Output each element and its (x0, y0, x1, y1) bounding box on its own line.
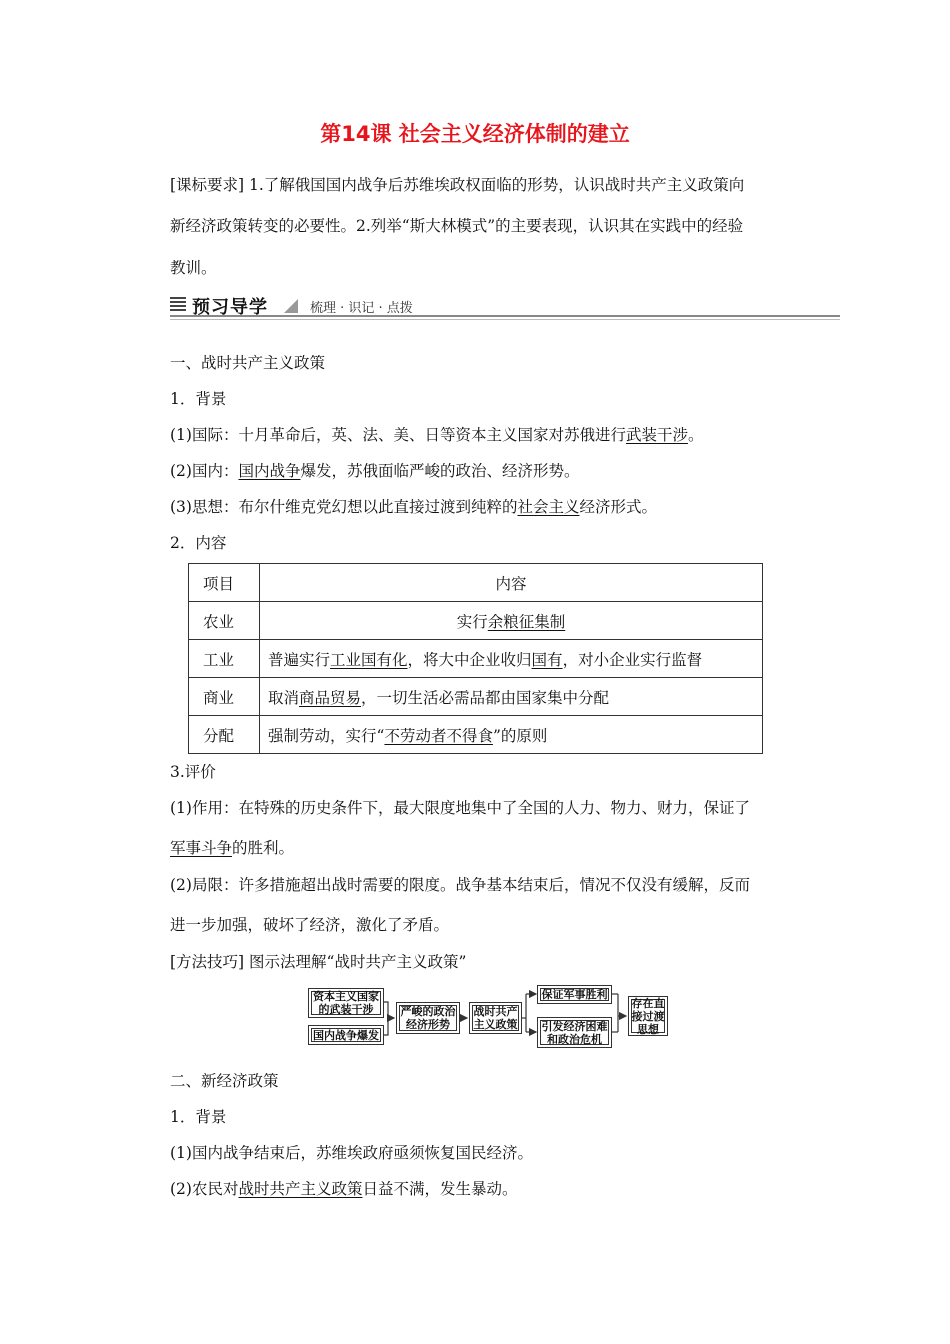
part2-bg-heading: 1．背景 (170, 1108, 227, 1126)
flow-box-policy: 战时共产主义政策 (469, 1002, 522, 1034)
table-cell-content: 取消商品贸易，一切生活必需品都由国家集中分配 (260, 678, 763, 716)
flow-box-situation: 严峻的政治经济形势 (396, 1002, 460, 1034)
flow-box-crisis: 引发经济困难和政治危机 (537, 1017, 612, 1048)
requirement-line-1: [课标要求] 1.了解俄国国内战争后苏维埃政权面临的形势，认识战时共产主义政策向 (170, 176, 745, 194)
part1-bg2: (2)国内：国内战争爆发，苏俄面临严峻的政治、经济形势。 (170, 462, 580, 480)
requirement-line-2: 新经济政策转变的必要性。2.列举“斯大林模式”的主要表现，认识其在实践中的经验 (170, 217, 744, 235)
flow-box-transition: 存在直接过渡思想 (628, 996, 668, 1036)
table-cell-item: 农业 (189, 602, 260, 640)
section-subtitle: 梳理 · 识记 · 点拨 (310, 301, 413, 316)
section-title: 预习导学 (192, 297, 268, 318)
table-cell-item: 商业 (189, 678, 260, 716)
flow-box-victory: 保证军事胜利 (537, 985, 612, 1004)
part1-bg-heading: 1．背景 (170, 390, 227, 408)
table-cell-content: 普遍实行工业国有化，将大中企业收归国有，对小企业实行监督 (260, 640, 763, 678)
answer-underline: 国内战争 (238, 462, 301, 480)
answer-underline: 武装干涉 (625, 426, 688, 444)
page-title: 第14课 社会主义经济体制的建立 (320, 122, 630, 146)
part1-eval2-line2: 进一步加强，破坏了经济，激化了矛盾。 (170, 916, 450, 934)
part1-eval2-line1: (2)局限：许多措施超出战时需要的限度。战争基本结束后，情况不仅没有缓解，反而 (170, 876, 750, 894)
part1-method: [方法技巧] 图示法理解“战时共产主义政策” (170, 953, 467, 971)
part1-bg1: (1)国际：十月革命后，英、法、美、日等资本主义国家对苏俄进行武装干涉。 (170, 426, 704, 444)
table-cell-item: 工业 (189, 640, 260, 678)
flow-box-intervention: 资本主义国家的武装干涉 (308, 988, 384, 1018)
part2-heading: 二、新经济政策 (170, 1072, 279, 1090)
part1-content-heading: 2．内容 (170, 534, 227, 552)
table-cell-content: 强制劳动，实行“不劳动者不得食”的原则 (260, 716, 763, 754)
table-cell-item: 分配 (189, 716, 260, 754)
part1-eval1-line2: 军事斗争的胜利。 (170, 839, 295, 857)
part1-eval1-line1: (1)作用：在特殊的历史条件下，最大限度地集中了全国的人力、物力、财力，保证了 (170, 799, 750, 817)
part1-bg3: (3)思想：布尔什维克党幻想以此直接过渡到纯粹的社会主义经济形式。 (170, 498, 657, 516)
part2-bg1: (1)国内战争结束后，苏维埃政府亟须恢复国民经济。 (170, 1144, 533, 1162)
answer-underline: 社会主义 (517, 498, 580, 516)
table-cell-content: 实行余粮征集制 (260, 602, 763, 640)
table-header-item: 项目 (189, 564, 260, 602)
answer-underline: 军事斗争 (170, 839, 233, 857)
part1-eval-heading: 3.评价 (170, 763, 216, 781)
table-header-content: 内容 (260, 564, 763, 602)
part1-heading: 一、战时共产主义政策 (170, 354, 326, 372)
part2-bg2: (2)农民对战时共产主义政策日益不满，发生暴动。 (170, 1180, 518, 1198)
answer-underline: 战时共产主义政策 (238, 1180, 363, 1198)
flow-box-civil-war: 国内战争爆发 (308, 1025, 384, 1045)
requirement-line-3: 教训。 (170, 259, 217, 277)
